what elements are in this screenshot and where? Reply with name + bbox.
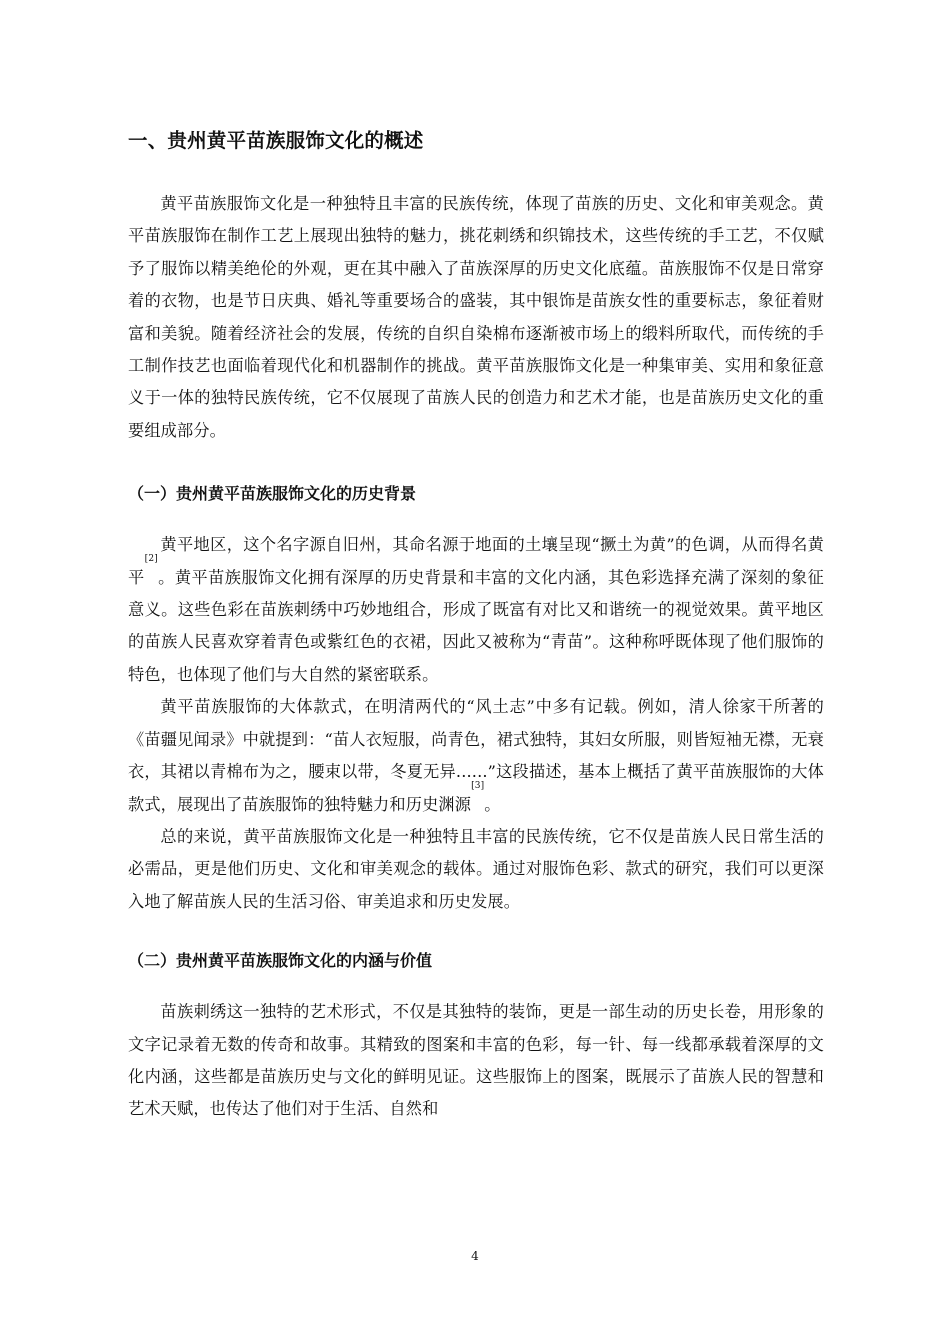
citation-2: [2] (144, 553, 158, 564)
section-title: 一、贵州黄平苗族服饰文化的概述 (128, 129, 424, 152)
history-paragraph-1-text-b: 。黄平苗族服饰文化拥有深厚的历史背景和丰富的文化内涵，其色彩选择充满了深刻的象征意义。这些色彩在苗族刺绣中巧妙地组合，形成了既富有对比又和谐统一的视觉效果。黄平地区的苗族人民喜欢穿着青色或紫红色的衣裙，因此又被称为“青苗”。这种称呼既体现了他们服饰的特色，也体现了他们与大自然的紧密联系。 (128, 567, 824, 684)
subsection-title-value: （二）贵州黄平苗族服饰文化的内涵与价值 (128, 951, 433, 971)
page-number: 4 (471, 1249, 479, 1263)
history-paragraph-2-text-a: 黄平苗族服饰的大体款式，在明清两代的“风土志”中多有记载。例如，清人徐家干所著的《苗疆见闻录》中就提到：“苗人衣短服，尚青色，裙式独特，其妇女所服，则皆短袖无襟，无衰衣，其裙以青棉布为之，腰束以带，冬夏无异......”这段描述，基本上概括了黄平苗族服饰的大体款式，展现出了苗族服饰的独特魅力和历史渊源 (128, 697, 824, 814)
history-paragraph-1-text-a: 黄平地区，这个名字源自旧州，其命名源于地面的土壤呈现“撅土为黄”的色调，从而得名黄平 (128, 535, 824, 587)
page-content (128, 124, 824, 1126)
subsection-title-history: （一）贵州黄平苗族服饰文化的历史背景 (128, 484, 417, 504)
history-paragraph-1 (128, 529, 824, 691)
history-paragraph-2 (128, 691, 824, 821)
history-paragraph-3: 总的来说，黄平苗族服饰文化是一种独特且丰富的民族传统，它不仅是苗族人民日常生活的必需品，更是他们历史、文化和审美观念的载体。通过对服饰色彩、款式的研究，我们可以更深入地了解苗族人民的生活习俗、审美追求和历史发展。 (128, 826, 824, 911)
value-paragraph-1: 苗族刺绣这一独特的艺术形式，不仅是其独特的装饰，更是一部生动的历史长卷，用形象的文字记录着无数的传奇和故事。其精致的图案和丰富的色彩，每一针、每一线都承载着深厚的文化内涵，这些都是苗族历史与文化的鲜明见证。这些服饰上的图案，既展示了苗族人民的智慧和艺术天赋，也传达了他们对于生活、自然和 (128, 1002, 824, 1119)
history-paragraph-2-text-b: 。 (484, 794, 501, 814)
section-paragraph: 黄平苗族服饰文化是一种独特且丰富的民族传统，体现了苗族的历史、文化和审美观念。黄平苗族服饰在制作工艺上展现出独特的魅力，挑花刺绣和织锦技术，这些传统的手工艺，不仅赋予了服饰以精美绝伦的外观，更在其中融入了苗族深厚的历史文化底蕴。苗族服饰不仅是日常穿着的衣物，也是节日庆典、婚礼等重要场合的盛装，其中银饰是苗族女性的重要标志，象征着财富和美貌。随着经济社会的发展，传统的自织自染棉布逐渐被市场上的缎料所取代，而传统的手工制作技艺也面临着现代化和机器制作的挑战。黄平苗族服饰文化是一种集审美、实用和象征意义于一体的独特民族传统，它不仅展现了苗族人民的创造力和艺术才能，也是苗族历史文化的重要组成部分。 (128, 194, 824, 440)
citation-3: [3] (471, 780, 485, 791)
